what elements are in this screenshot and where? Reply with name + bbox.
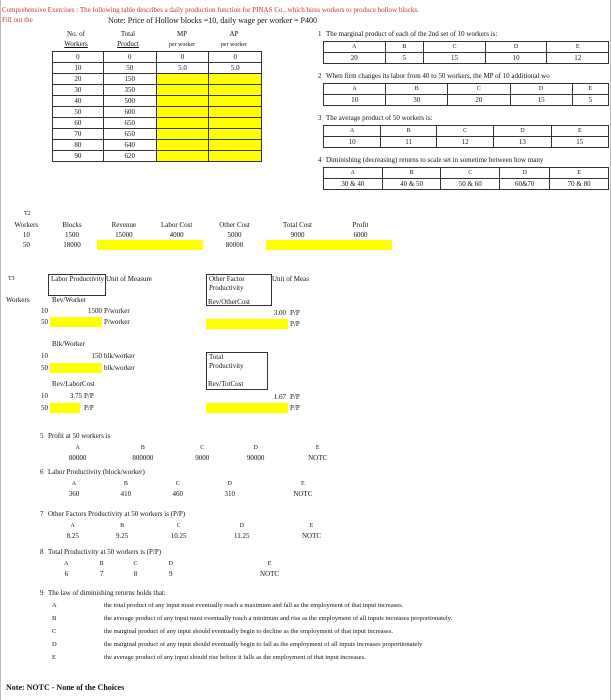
- choice-value[interactable]: 12: [547, 53, 609, 64]
- answer-grid-q7: [48, 521, 350, 541]
- answer-grid-q4: [323, 167, 609, 190]
- col-header-ap: AP: [229, 30, 239, 38]
- choice-value[interactable]: 310: [224, 490, 235, 498]
- col-header-mp: MP: [176, 30, 188, 38]
- cell: 620: [103, 151, 156, 162]
- cell: 650: [103, 129, 156, 140]
- choice-letter: A: [324, 168, 383, 179]
- choice-value[interactable]: 40 & 50: [382, 179, 441, 190]
- rev-per-worker-input[interactable]: [50, 317, 102, 327]
- col-header: Labor Cost: [160, 221, 193, 229]
- cell: 1500: [65, 231, 80, 239]
- unit-blk-worker: blk/worker: [104, 352, 135, 360]
- option-letter: E: [52, 654, 56, 661]
- answer-grid-q5: [48, 443, 350, 463]
- question-text: Diminishing (decreasing) returns to scale set in sometime between how many: [326, 156, 544, 164]
- option-text[interactable]: the marginal product of any input should eventually begin to fall as the employment of all inputs increases proportionately: [104, 641, 423, 648]
- question-number: 5: [40, 432, 44, 440]
- choice-value[interactable]: 5: [572, 95, 608, 106]
- blk-per-worker-value: 150: [91, 352, 102, 360]
- unit-of-meas-label: Unit of Meas: [272, 275, 309, 283]
- cell: 5000: [227, 231, 242, 239]
- question-number: 3: [318, 114, 322, 122]
- choice-value[interactable]: 800000: [132, 454, 154, 462]
- workers-50: 50: [41, 364, 48, 372]
- mp-input-cell[interactable]: [156, 96, 209, 107]
- cell: 10: [53, 63, 104, 74]
- cell: 9000: [290, 231, 305, 239]
- rev-totcost-label: Rev/TotCost: [208, 380, 244, 388]
- rev-laborcost-input[interactable]: [50, 403, 80, 413]
- choice-value[interactable]: 10: [324, 95, 386, 106]
- question-text: Other Factors Productivity at 50 workers is (P/P): [48, 510, 186, 518]
- choice-letter: C: [441, 168, 500, 179]
- choice-letter: E: [547, 42, 609, 53]
- choice-letter: E: [572, 84, 608, 95]
- choice-letter: D: [168, 561, 173, 567]
- choice-value[interactable]: 60&70: [500, 179, 550, 190]
- cell: 60: [53, 118, 104, 129]
- rev-worker-label: Rev/Worker: [52, 296, 87, 304]
- workers-label: Workers: [6, 296, 30, 304]
- choice-value[interactable]: 360: [68, 490, 80, 498]
- choice-letter: C: [176, 523, 181, 529]
- rev-per-worker-value: 1500: [88, 307, 102, 315]
- col-subheader-product: Product: [117, 40, 139, 48]
- total-cost-input-cell[interactable]: [266, 240, 329, 250]
- choice-letter: A: [324, 84, 386, 95]
- choice-letter: B: [386, 84, 448, 95]
- unit-blk-worker: blk/worker: [104, 364, 135, 372]
- choice-letter: D: [485, 42, 547, 53]
- choice-value[interactable]: NOTC: [293, 490, 313, 498]
- question-number: 7: [40, 510, 44, 518]
- rev-othercost-input[interactable]: [206, 319, 288, 329]
- choice-letter: A: [64, 561, 69, 567]
- choice-value[interactable]: NOTC: [260, 570, 280, 578]
- ap-input-cell[interactable]: [209, 107, 262, 118]
- workers-50: 50: [41, 318, 48, 326]
- choice-value[interactable]: 10.25: [170, 532, 187, 540]
- ap-input-cell[interactable]: [209, 96, 262, 107]
- choice-letter: D: [253, 445, 258, 451]
- question-text: When firm changes its labor from 40 to 50 workers, the MP of 10 additional wo: [326, 72, 550, 80]
- choice-value[interactable]: 11: [381, 137, 437, 148]
- choice-letter: B: [385, 42, 424, 53]
- cell: 6000: [353, 231, 368, 239]
- question-number: 4: [318, 156, 322, 164]
- option-text[interactable]: the average product of any input must eventually reach a minimum and rise as the employment of all inputs increases proportionately.: [104, 615, 453, 622]
- labor-productivity-label: Labor Productivity: [51, 275, 105, 283]
- choice-value[interactable]: 80000: [68, 454, 87, 462]
- profit-input-cell[interactable]: [329, 240, 392, 250]
- workers-10: 10: [41, 352, 48, 360]
- question-text: The average product of 50 workers is:: [326, 114, 433, 122]
- choice-letter: A: [324, 126, 381, 137]
- choice-value[interactable]: 10: [324, 137, 381, 148]
- production-data-table: [52, 51, 312, 162]
- cell: 15000: [115, 231, 133, 239]
- cell: 30: [53, 85, 104, 96]
- choice-letter: D: [494, 126, 551, 137]
- choice-value[interactable]: 13: [494, 137, 551, 148]
- cell: 600: [103, 107, 156, 118]
- unit-pp: P/P: [290, 320, 300, 328]
- choice-value[interactable]: 15: [510, 95, 572, 106]
- cell: 5.0: [209, 63, 262, 74]
- col-header: Profit: [352, 221, 369, 229]
- choice-letter: E: [315, 445, 320, 451]
- unit-of-measure-label: Unit of Measure: [106, 275, 152, 283]
- choice-value[interactable]: 8: [133, 570, 138, 578]
- choice-letter: C: [200, 445, 205, 451]
- choice-letter: E: [267, 561, 272, 567]
- option-text[interactable]: the total product of any input must eventually reach a maximum and fall as the employment of that input increases.: [104, 602, 404, 609]
- choice-letter: A: [71, 481, 77, 487]
- option-text[interactable]: the marginal product of any input should eventually begin to decline as the employment of that input increases.: [104, 628, 394, 635]
- option-letter: A: [52, 602, 57, 609]
- choice-letter: A: [75, 445, 80, 451]
- option-text[interactable]: the average product of any input should rise before it falls as the employment of that input increases.: [104, 654, 366, 661]
- ap-input-cell[interactable]: [209, 118, 262, 129]
- fill-out-label: Fill out the: [2, 16, 33, 24]
- cell: 80000: [225, 241, 244, 249]
- cell: 640: [103, 140, 156, 151]
- labor-cost-input-cell[interactable]: [150, 240, 203, 250]
- cell: 500: [103, 96, 156, 107]
- option-letter: B: [52, 615, 57, 622]
- question-text: The marginal product of each of the 2nd set of 10 workers is:: [326, 30, 498, 38]
- cell: 20: [53, 74, 104, 85]
- choice-letter: E: [550, 168, 609, 179]
- choice-value[interactable]: 11.25: [233, 532, 250, 540]
- col-header: Workers: [14, 221, 39, 229]
- ap-input-cell[interactable]: [209, 85, 262, 96]
- option-letter: C: [52, 628, 57, 635]
- choice-value[interactable]: 70 & 80: [550, 179, 609, 190]
- other-factor-label: Other Factor Productivity: [209, 275, 245, 292]
- answer-grid-q3: [323, 125, 609, 148]
- mp-input-cell[interactable]: [156, 151, 209, 162]
- col-header: Total Cost: [283, 221, 312, 229]
- choice-value[interactable]: 10: [485, 53, 547, 64]
- choice-letter: E: [309, 523, 314, 529]
- choice-value[interactable]: 20: [448, 95, 510, 106]
- cell: 0: [209, 52, 262, 63]
- cell: 4000: [169, 231, 184, 239]
- question-number: 8: [40, 548, 44, 556]
- question-number: 9: [40, 589, 44, 597]
- choice-letter: D: [510, 84, 572, 95]
- col-header-total: Total: [120, 30, 136, 38]
- mp-input-cell[interactable]: [156, 85, 209, 96]
- question-text: Profit at 50 workers is: [48, 432, 111, 440]
- col-header: Blocks: [62, 221, 82, 229]
- choice-value[interactable]: 9: [169, 570, 173, 578]
- col-header-workers: No. of: [67, 30, 85, 38]
- rev-othercost-value: 3.00: [273, 309, 286, 317]
- profit-data-table: [6, 220, 392, 250]
- choice-value[interactable]: 6: [64, 570, 69, 578]
- choice-value[interactable]: 8.25: [66, 532, 79, 540]
- choice-letter: C: [175, 481, 180, 487]
- col-subheader-mp: per worker: [168, 42, 196, 48]
- table-label-t2: T2: [24, 211, 31, 217]
- workers-50: 50: [41, 404, 48, 412]
- unit-p-worker: P/worker: [104, 318, 130, 326]
- choice-value[interactable]: 20: [324, 53, 386, 64]
- unit-pp: P/P: [290, 309, 300, 317]
- choice-value[interactable]: NOTC: [308, 454, 328, 462]
- mp-input-cell[interactable]: [156, 107, 209, 118]
- question-number: 1: [318, 30, 322, 38]
- cell: 0: [103, 52, 156, 63]
- question-number: 2: [318, 72, 322, 80]
- col-header: Other Cost: [219, 221, 250, 229]
- choice-value[interactable]: 30: [386, 95, 448, 106]
- cell: 150: [103, 74, 156, 85]
- choice-value[interactable]: 410: [120, 490, 132, 498]
- col-subheader-workers: Workers: [64, 40, 88, 48]
- choice-letter: C: [133, 561, 138, 567]
- revenue-input-cell[interactable]: [97, 240, 150, 250]
- unit-pp: P/P: [290, 404, 300, 412]
- choice-letter: E: [301, 481, 305, 487]
- choice-letter: A: [70, 523, 75, 529]
- cell: 650: [103, 118, 156, 129]
- rev-othercost-label: Rev/OtherCost: [208, 298, 250, 306]
- col-subheader-ap: per worker: [220, 42, 248, 48]
- choice-value[interactable]: NOTC: [301, 532, 322, 540]
- choice-letter: C: [436, 126, 493, 137]
- question-text: The law of diminishing returns holds that:: [48, 589, 166, 597]
- question-number: 6: [40, 468, 44, 476]
- table-label-t3: T3: [8, 276, 15, 282]
- option-letter: D: [52, 641, 57, 648]
- ap-input-cell[interactable]: [209, 74, 262, 85]
- choice-letter: B: [140, 445, 145, 451]
- cell: 80: [53, 140, 104, 151]
- cell: 0: [53, 52, 104, 63]
- exercise-title: Comprehensive Exercises : The following table describes a daily production function for PINAS Co., which hires workers to produce hollow blocks.: [2, 6, 419, 14]
- unit-p-worker: P/worker: [104, 307, 130, 315]
- cell: 70: [53, 129, 104, 140]
- choice-value[interactable]: 7: [99, 570, 104, 578]
- choice-value[interactable]: 5: [385, 53, 424, 64]
- choice-value[interactable]: 460: [172, 490, 184, 498]
- choice-letter: B: [381, 126, 437, 137]
- answer-grid-q2: [323, 83, 609, 106]
- choice-letter: B: [99, 561, 104, 567]
- answer-grid-q6: [48, 479, 350, 499]
- ap-input-cell[interactable]: [209, 129, 262, 140]
- choice-value[interactable]: 30 & 40: [324, 179, 383, 190]
- cell: 18000: [63, 241, 81, 249]
- choice-letter: B: [382, 168, 441, 179]
- answer-grid-q8: [48, 559, 350, 579]
- unit-pp: P/P: [84, 392, 94, 400]
- blk-worker-label: Blk/Worker: [52, 340, 85, 348]
- cell: 40: [53, 96, 104, 107]
- cell: 50: [22, 241, 30, 249]
- cell: 10: [22, 231, 30, 239]
- choice-value[interactable]: 15: [551, 137, 608, 148]
- choice-letter: A: [324, 42, 386, 53]
- workers-10: 10: [41, 392, 48, 400]
- labor-productivity-box: [48, 274, 106, 296]
- cell: 5.0: [156, 63, 209, 74]
- col-header: Revenue: [111, 221, 137, 229]
- question-text: Total Productivity at 50 workers is (P/P): [48, 548, 162, 556]
- choice-letter: D: [500, 168, 550, 179]
- question-text: Labor Productivity (block/worker): [48, 468, 145, 476]
- choice-letter: E: [551, 126, 608, 137]
- choice-value[interactable]: 9000: [195, 454, 210, 462]
- choice-letter: C: [424, 42, 486, 53]
- footer-note: Note: NOTC - None of the Choices: [6, 683, 125, 692]
- choice-letter: D: [239, 523, 244, 529]
- cell: 50: [53, 107, 104, 118]
- choice-value[interactable]: 50 & 60: [441, 179, 500, 190]
- answer-grid-q1: [323, 41, 609, 64]
- choice-value[interactable]: 90000: [246, 454, 265, 462]
- price-note: Note: Price of Hollow blocks =10, daily wage per worker = P400: [108, 16, 317, 25]
- cell: 0: [156, 52, 209, 63]
- ap-input-cell[interactable]: [209, 151, 262, 162]
- workers-10: 10: [41, 307, 48, 315]
- choice-letter: D: [227, 481, 232, 487]
- mp-input-cell[interactable]: [156, 129, 209, 140]
- choice-value[interactable]: 12: [436, 137, 493, 148]
- cell: 50: [103, 63, 156, 74]
- choice-value[interactable]: 9.25: [116, 532, 129, 540]
- choice-letter: B: [120, 523, 125, 529]
- rev-laborcost-value: 3.75: [69, 392, 82, 400]
- choice-value[interactable]: 15: [424, 53, 486, 64]
- unit-pp: P/P: [290, 393, 300, 401]
- mp-input-cell[interactable]: [156, 118, 209, 129]
- rev-totcost-input[interactable]: [206, 403, 288, 413]
- choice-letter: B: [123, 481, 128, 487]
- rev-totcost-value: 1.67: [273, 393, 286, 401]
- total-productivity-label: Total Productivity: [209, 353, 244, 370]
- blk-per-worker-input[interactable]: [50, 363, 102, 373]
- choice-letter: C: [448, 84, 510, 95]
- rev-laborcost-label: Rev/LaborCost: [52, 380, 95, 388]
- mp-input-cell[interactable]: [156, 74, 209, 85]
- unit-pp: P/P: [84, 404, 94, 412]
- mp-input-cell[interactable]: [156, 140, 209, 151]
- cell: 90: [53, 151, 104, 162]
- cell: 350: [103, 85, 156, 96]
- ap-input-cell[interactable]: [209, 140, 262, 151]
